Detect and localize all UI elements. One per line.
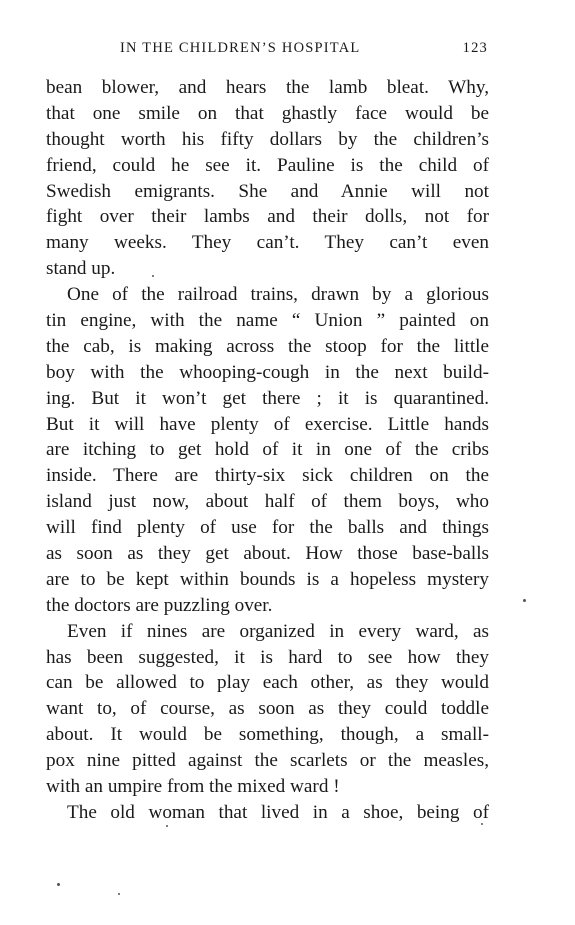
text-line: the cab, is making across the stoop for the little xyxy=(46,335,489,357)
page-number: 123 xyxy=(462,40,488,56)
scan-speck xyxy=(57,883,60,886)
paragraph-4 xyxy=(46,800,489,826)
paragraph-2 xyxy=(46,282,489,619)
text-line: many weeks. They can’t. They can’t even xyxy=(46,232,489,254)
text-line: One of the railroad trains, drawn by a glorious xyxy=(67,284,489,306)
running-head xyxy=(46,38,488,58)
scan-speck xyxy=(481,823,483,825)
text-line: Even if nines are organized in every ward, as xyxy=(67,620,489,642)
text-line: can be allowed to play each other, as they would xyxy=(46,672,489,694)
text-line: has been suggested, it is hard to see how they xyxy=(46,646,489,668)
text-line: The old woman that lived in a shoe, being of xyxy=(67,801,489,823)
text-line: Swedish emigrants. She and Annie will not xyxy=(46,180,489,202)
text-line: tin engine, with the name “ Union ” painted on xyxy=(46,310,489,332)
body-text xyxy=(46,75,489,826)
running-title: IN THE CHILDREN’S HOSPITAL xyxy=(120,40,361,56)
text-line: will find plenty of use for the balls and things xyxy=(46,517,489,539)
text-line: thought worth his fifty dollars by the children’s xyxy=(46,128,489,150)
paragraph-1 xyxy=(46,75,489,282)
text-line: about. It would be something, though, a small- xyxy=(46,724,489,746)
scan-speck xyxy=(118,893,120,895)
text-line: are to be kept within bounds is a hopeless mystery xyxy=(46,568,489,590)
text-line: friend, could he see it. Pauline is the child of xyxy=(46,154,489,176)
text-line: island just now, about half of them boys, who xyxy=(46,491,489,513)
text-line: are itching to get hold of it in one of the cribs xyxy=(46,439,489,461)
text-line: as soon as they get about. How those base-balls xyxy=(46,543,489,565)
text-line: stand up. xyxy=(46,258,116,280)
text-line: pox nine pitted against the scarlets or the measles, xyxy=(46,750,489,772)
text-line: that one smile on that ghastly face would be xyxy=(46,102,489,124)
scan-speck xyxy=(523,599,526,602)
text-line: fight over their lambs and their dolls, not for xyxy=(46,206,489,228)
text-line: the doctors are puzzling over. xyxy=(46,594,273,616)
text-line: bean blower, and hears the lamb bleat. Why, xyxy=(46,77,489,98)
text-line: ing. But it won’t get there ; it is quarantined. xyxy=(46,387,489,409)
text-line: with an umpire from the mixed ward ! xyxy=(46,776,340,798)
text-line: inside. There are thirty-six sick children on the xyxy=(46,465,489,487)
paragraph-3 xyxy=(46,619,489,800)
text-line: But it will have plenty of exercise. Little hands xyxy=(46,413,489,435)
text-line: boy with the whooping-cough in the next build- xyxy=(46,361,489,383)
text-line: want to, of course, as soon as they could toddle xyxy=(46,698,489,720)
scan-speck xyxy=(166,825,168,827)
scan-speck xyxy=(152,275,154,277)
